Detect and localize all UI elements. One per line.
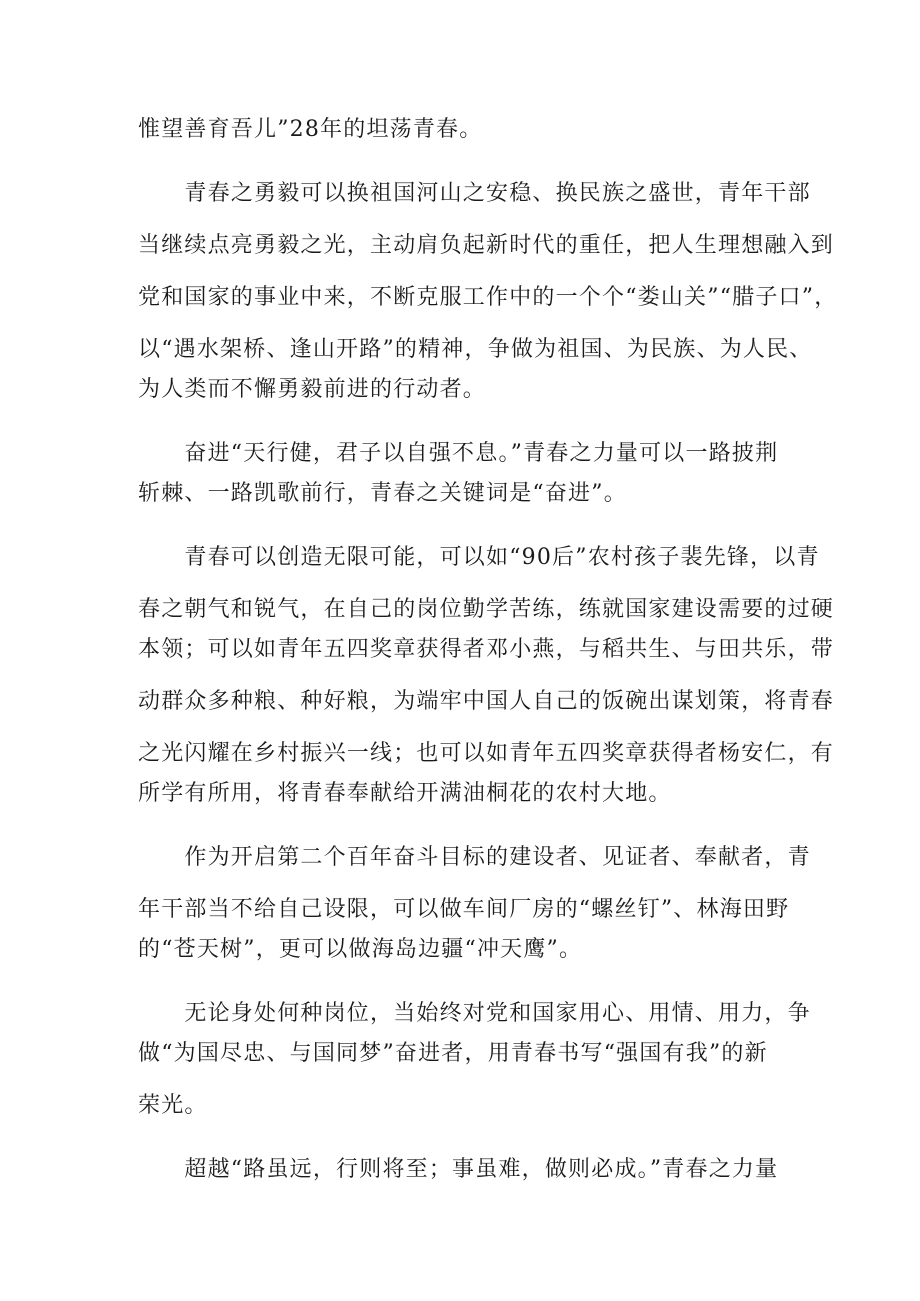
paragraph-line: 惟望善育吾儿”28年的坦荡青春。 [138,117,483,142]
paragraph-line: 春之朝气和锐气，在自己的岗位勤学苦练，练就国家建设需要的过硬 [138,597,835,622]
paragraph-line: 青春可以创造无限可能，可以如“90后”农村孩子裴先锋，以青 [138,545,820,570]
paragraph-line: 做“为国尽忠、与国同梦”奋进者，用青春书写“强国有我”的新 [138,1041,768,1066]
paragraph-line: 超越“路虽远，行则将至；事虽难，做则必成。”青春之力量 [138,1157,779,1182]
paragraph-line: 的“苍天树”，更可以做海岛边疆“冲天鹰”。 [138,937,583,962]
paragraph-line: 年干部当不给自己设限，可以做车间厂房的“螺丝钉”、林海田野 [138,897,790,922]
paragraph-line: 本领；可以如青年五四奖章获得者邓小燕，与稻共生、与田共乐，带 [138,637,835,662]
paragraph-line: 党和国家的事业中来，不断克服工作中的一个个“娄山关”“腊子口”， [138,285,838,310]
paragraph-line: 荣光。 [138,1093,208,1118]
paragraph-line: 以“遇水架桥、逢山开路”的精神，争做为祖国、为民族、为人民、 [138,337,813,362]
paragraph-line: 所学有所用，将青春奉献给开满油桐花的农村大地。 [138,781,672,806]
paragraph-line: 当继续点亮勇毅之光，主动肩负起新时代的重任，把人生理想融入到 [138,233,835,258]
paragraph-line: 青春之勇毅可以换祖国河山之安稳、换民族之盛世，青年干部 [138,181,811,206]
paragraph-line: 动群众多种粮、种好粮，为端牢中国人自己的饭碗出谋划策，将青春 [138,689,835,714]
paragraph-line: 斩棘、一路凯歌前行，青春之关键词是“奋进”。 [138,481,627,506]
paragraph-line: 为人类而不懈勇毅前进的行动者。 [138,377,487,402]
paragraph-line: 无论身处何种岗位，当始终对党和国家用心、用情、用力，争 [138,1001,811,1026]
paragraph-line: 之光闪耀在乡村振兴一线；也可以如青年五四奖章获得者杨安仁，有 [138,741,835,766]
paragraph-line: 作为开启第二个百年奋斗目标的建设者、见证者、奉献者，青 [138,845,811,870]
paragraph-line: 奋进“天行健，君子以自强不息。”青春之力量可以一路披荆 [138,441,779,466]
